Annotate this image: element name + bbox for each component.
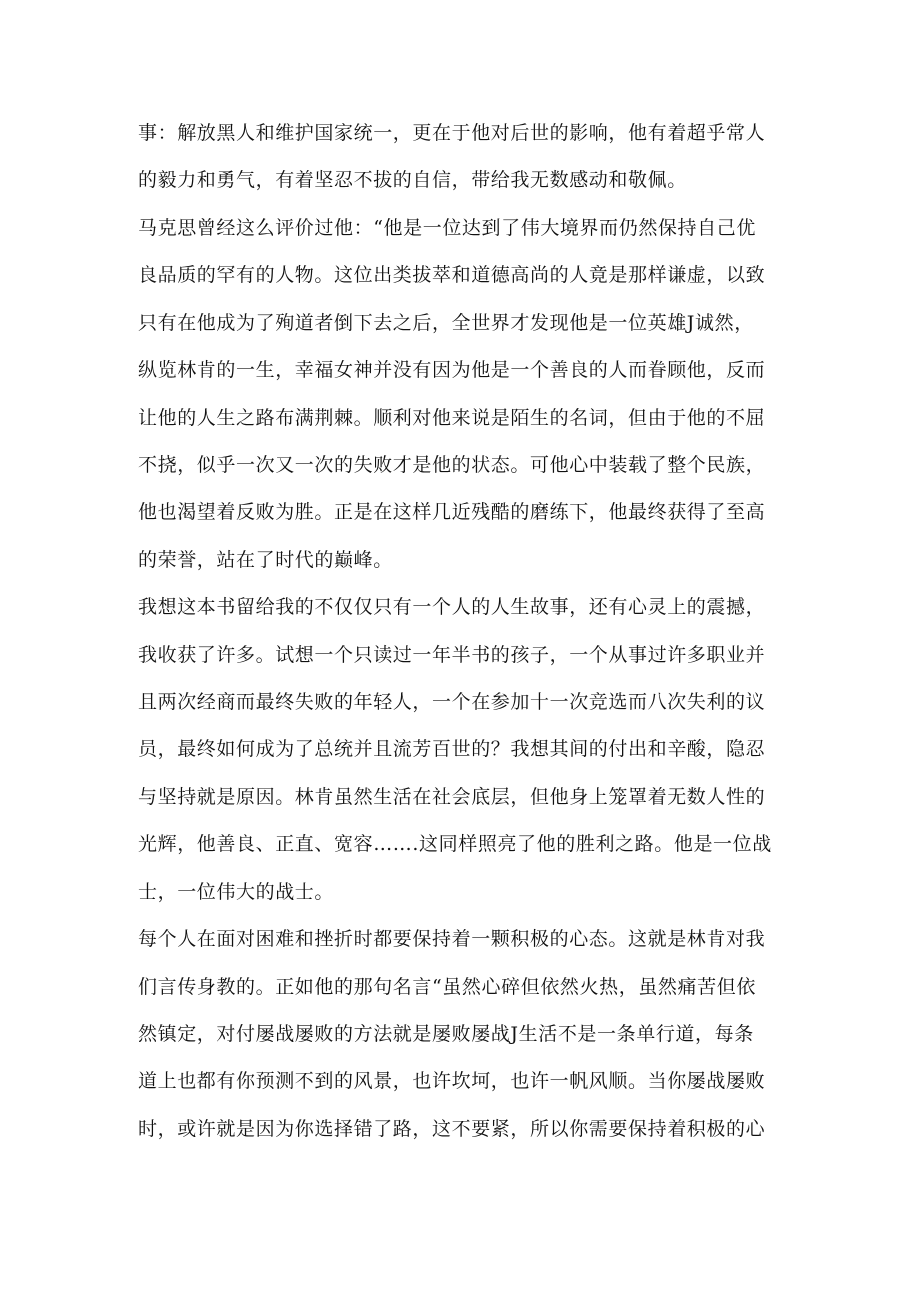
text-line: 们言传身教的。正如他的那句名言“虽然心碎但依然火热，虽然痛苦但依 bbox=[138, 976, 756, 998]
text-line: 让他的人生之路布满荆棘。顺利对他来说是陌生的名词，但由于他的不屈 bbox=[138, 407, 766, 429]
text-line: 员，最终如何成为了总统并且流芳百世的？我想其间的付出和辛酸，隐忍 bbox=[138, 738, 766, 760]
text-line: 他也渴望着反败为胜。正是在这样几近残酷的磨练下，他最终获得了至高 bbox=[138, 501, 766, 523]
text-line: 然镇定，对付屡战屡败的方法就是屡败屡战J生活不是一条单行道，每条 bbox=[138, 1023, 754, 1045]
text-line: 且两次经商而最终失败的年轻人，一个在参加十一次竞选而八次失利的议 bbox=[138, 691, 766, 713]
text-line: 道上也都有你预测不到的风景，也许坎坷，也许一帆风顺。当你屡战屡败 bbox=[138, 1070, 766, 1092]
text-line: 马克思曾经这么评价过他：“他是一位达到了伟大境界而仍然保持自己优 bbox=[138, 217, 756, 239]
text-line: 不挠，似乎一次又一次的失败才是他的状态。可他心中装载了整个民族， bbox=[138, 454, 766, 476]
text-line: 光辉，他善良、正直、宽容…….这同样照亮了他的胜利之路。他是一位战 bbox=[138, 833, 772, 855]
text-line: 良品质的罕有的人物。这位出类拔萃和道德高尚的人竟是那样谦虚，以致 bbox=[138, 264, 766, 286]
text-line: 每个人在面对困难和挫折时都要保持着一颗积极的心态。这就是林肯对我 bbox=[138, 928, 766, 950]
text-line: 只有在他成为了殉道者倒下去之后，全世界才发现他是一位英雄J诚然， bbox=[138, 312, 754, 334]
text-line: 的毅力和勇气，有着坚忍不拔的自信，带给我无数感动和敬佩。 bbox=[138, 169, 687, 191]
text-line: 士，一位伟大的战士。 bbox=[138, 881, 335, 903]
text-line: 时，或许就是因为你选择错了路，这不要紧，所以你需要保持着积极的心 bbox=[138, 1118, 766, 1140]
text-line: 的荣誉，站在了时代的巅峰。 bbox=[138, 549, 393, 571]
text-line: 与坚持就是原因。林肯虽然生活在社会底层，但他身上笼罩着无数人性的 bbox=[138, 786, 766, 808]
text-line: 我想这本书留给我的不仅仅只有一个人的人生故事，还有心灵上的震撼， bbox=[138, 596, 766, 618]
text-line: 纵览林肯的一生，幸福女神并没有因为他是一个善良的人而眷顾他，反而 bbox=[138, 359, 766, 381]
text-line: 事：解放黑人和维护国家统一，更在于他对后世的影响，他有着超乎常人 bbox=[138, 122, 766, 144]
text-line: 我收获了许多。试想一个只读过一年半书的孩子，一个从事过许多职业并 bbox=[138, 644, 766, 666]
